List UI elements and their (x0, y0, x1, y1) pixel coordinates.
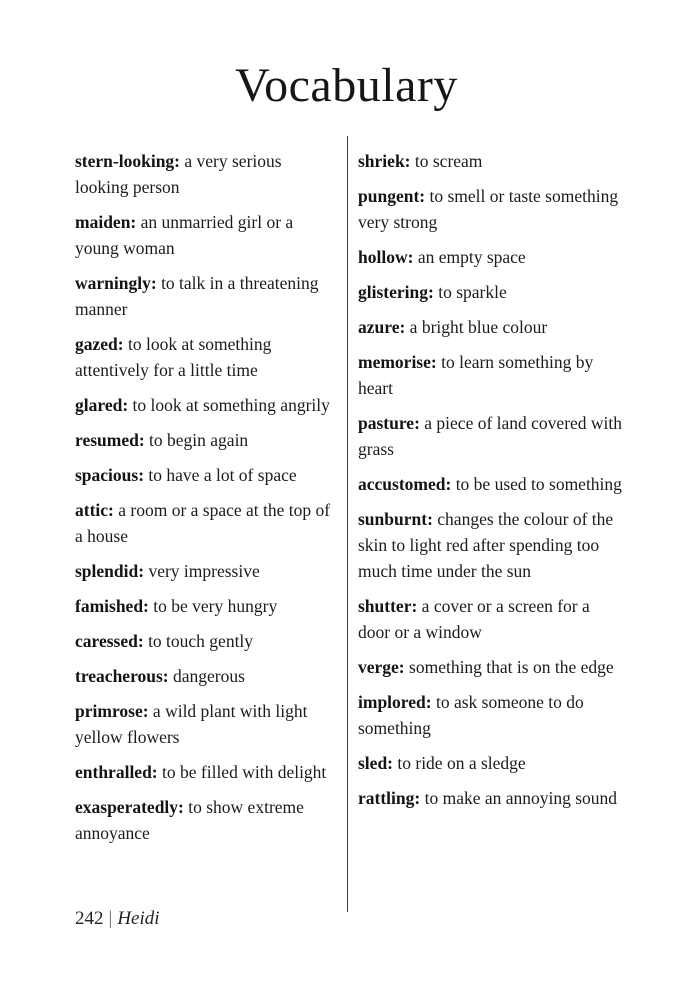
footer-separator: | (108, 908, 113, 929)
vocab-term: rattling: (358, 788, 421, 808)
vocab-definition: to be very hungry (148, 596, 278, 616)
vocab-definition: a cover or a screen for a door or a window (358, 596, 590, 642)
vocab-entry (75, 331, 337, 383)
vocab-definition: a very serious looking person (75, 151, 282, 197)
vocab-definition: to sparkle (433, 282, 507, 302)
vocab-entry (75, 759, 337, 785)
page-number: 242 (75, 908, 104, 929)
vocab-term: verge: (358, 657, 405, 677)
vocab-definition: a wild plant with light yellow flowers (75, 701, 308, 747)
column-divider (347, 136, 348, 912)
vocab-term: enthralled: (75, 762, 158, 782)
vocab-term: gazed: (75, 334, 124, 354)
vocab-definition: to learn something by heart (358, 352, 594, 398)
vocab-entry (75, 427, 337, 453)
vocab-definition: to have a lot of space (144, 465, 297, 485)
vocab-term: treacherous: (75, 666, 169, 686)
vocab-term: sunburnt: (358, 509, 433, 529)
vocab-term: spacious: (75, 465, 145, 485)
vocab-entry (358, 506, 626, 584)
vocab-definition: an unmarried girl or a young woman (75, 212, 294, 258)
vocab-entry (75, 628, 337, 654)
vocab-term: glistering: (358, 282, 434, 302)
vocab-term: famished: (75, 596, 149, 616)
vocab-entry (75, 593, 337, 619)
vocab-entry (358, 785, 626, 811)
vocab-column-right (358, 148, 626, 820)
vocab-entry (75, 794, 337, 846)
vocab-definition: to be filled with delight (157, 762, 327, 782)
vocab-definition: to begin again (144, 430, 249, 450)
vocab-entry (358, 750, 626, 776)
vocab-definition: to show extreme annoyance (75, 797, 304, 843)
vocab-entry (75, 558, 337, 584)
vocab-term: pasture: (358, 413, 420, 433)
vocab-definition: very impressive (144, 561, 260, 581)
vocab-term: azure: (358, 317, 406, 337)
vocab-term: shutter: (358, 596, 418, 616)
vocab-term: primrose: (75, 701, 149, 721)
vocab-term: stern-looking: (75, 151, 180, 171)
vocab-entry (75, 270, 337, 322)
vocab-definition: something that is on the edge (404, 657, 614, 677)
vocab-definition: to be used to something (451, 474, 622, 494)
vocab-term: resumed: (75, 430, 145, 450)
vocab-entry (358, 314, 626, 340)
vocab-term: memorise: (358, 352, 437, 372)
vocab-entry (75, 663, 337, 689)
vocab-definition: a bright blue colour (405, 317, 548, 337)
vocab-entry (75, 698, 337, 750)
vocab-entry (358, 349, 626, 401)
page-footer (75, 908, 160, 930)
vocab-definition: to look at something attentively for a little time (75, 334, 272, 380)
vocab-definition: to scream (410, 151, 483, 171)
vocab-entry (358, 654, 626, 680)
vocab-entry (358, 593, 626, 645)
vocab-term: hollow: (358, 247, 414, 267)
vocab-term: sled: (358, 753, 393, 773)
vocab-term: attic: (75, 500, 114, 520)
vocab-entry (75, 392, 337, 418)
vocab-entry (358, 244, 626, 270)
vocab-entry (358, 148, 626, 174)
vocab-term: maiden: (75, 212, 137, 232)
vocab-entry (358, 279, 626, 305)
vocab-term: exasperatedly: (75, 797, 184, 817)
vocab-term: shriek: (358, 151, 411, 171)
vocab-definition: to touch gently (143, 631, 254, 651)
vocab-definition: to ask someone to do something (358, 692, 584, 738)
vocab-entry (358, 471, 626, 497)
vocab-definition: a piece of land covered with grass (358, 413, 623, 459)
vocab-term: caressed: (75, 631, 144, 651)
book-title: Heidi (117, 908, 160, 929)
vocab-column-left (75, 148, 337, 855)
vocab-entry (358, 689, 626, 741)
vocab-entry (358, 183, 626, 235)
vocab-definition: dangerous (168, 666, 245, 686)
vocab-definition: a room or a space at the top of a house (75, 500, 331, 546)
vocab-entry (75, 148, 337, 200)
vocab-definition: to talk in a threatening manner (75, 273, 319, 319)
vocab-definition: to make an annoying sound (420, 788, 618, 808)
vocab-term: splendid: (75, 561, 145, 581)
vocab-entry (75, 462, 337, 488)
vocab-entry (358, 410, 626, 462)
vocab-term: pungent: (358, 186, 426, 206)
vocab-definition: to smell or taste something very strong (358, 186, 619, 232)
vocab-definition: changes the colour of the skin to light red after spending too much time under the sun (358, 509, 614, 581)
vocab-entry (75, 209, 337, 261)
vocab-definition: an empty space (413, 247, 526, 267)
vocab-entry (75, 497, 337, 549)
vocab-definition: to look at something angrily (128, 395, 330, 415)
vocab-term: accustomed: (358, 474, 452, 494)
vocab-term: glared: (75, 395, 129, 415)
page-title: Vocabulary (235, 59, 458, 112)
vocab-term: implored: (358, 692, 432, 712)
vocab-definition: to ride on a sledge (393, 753, 526, 773)
vocab-term: warningly: (75, 273, 157, 293)
